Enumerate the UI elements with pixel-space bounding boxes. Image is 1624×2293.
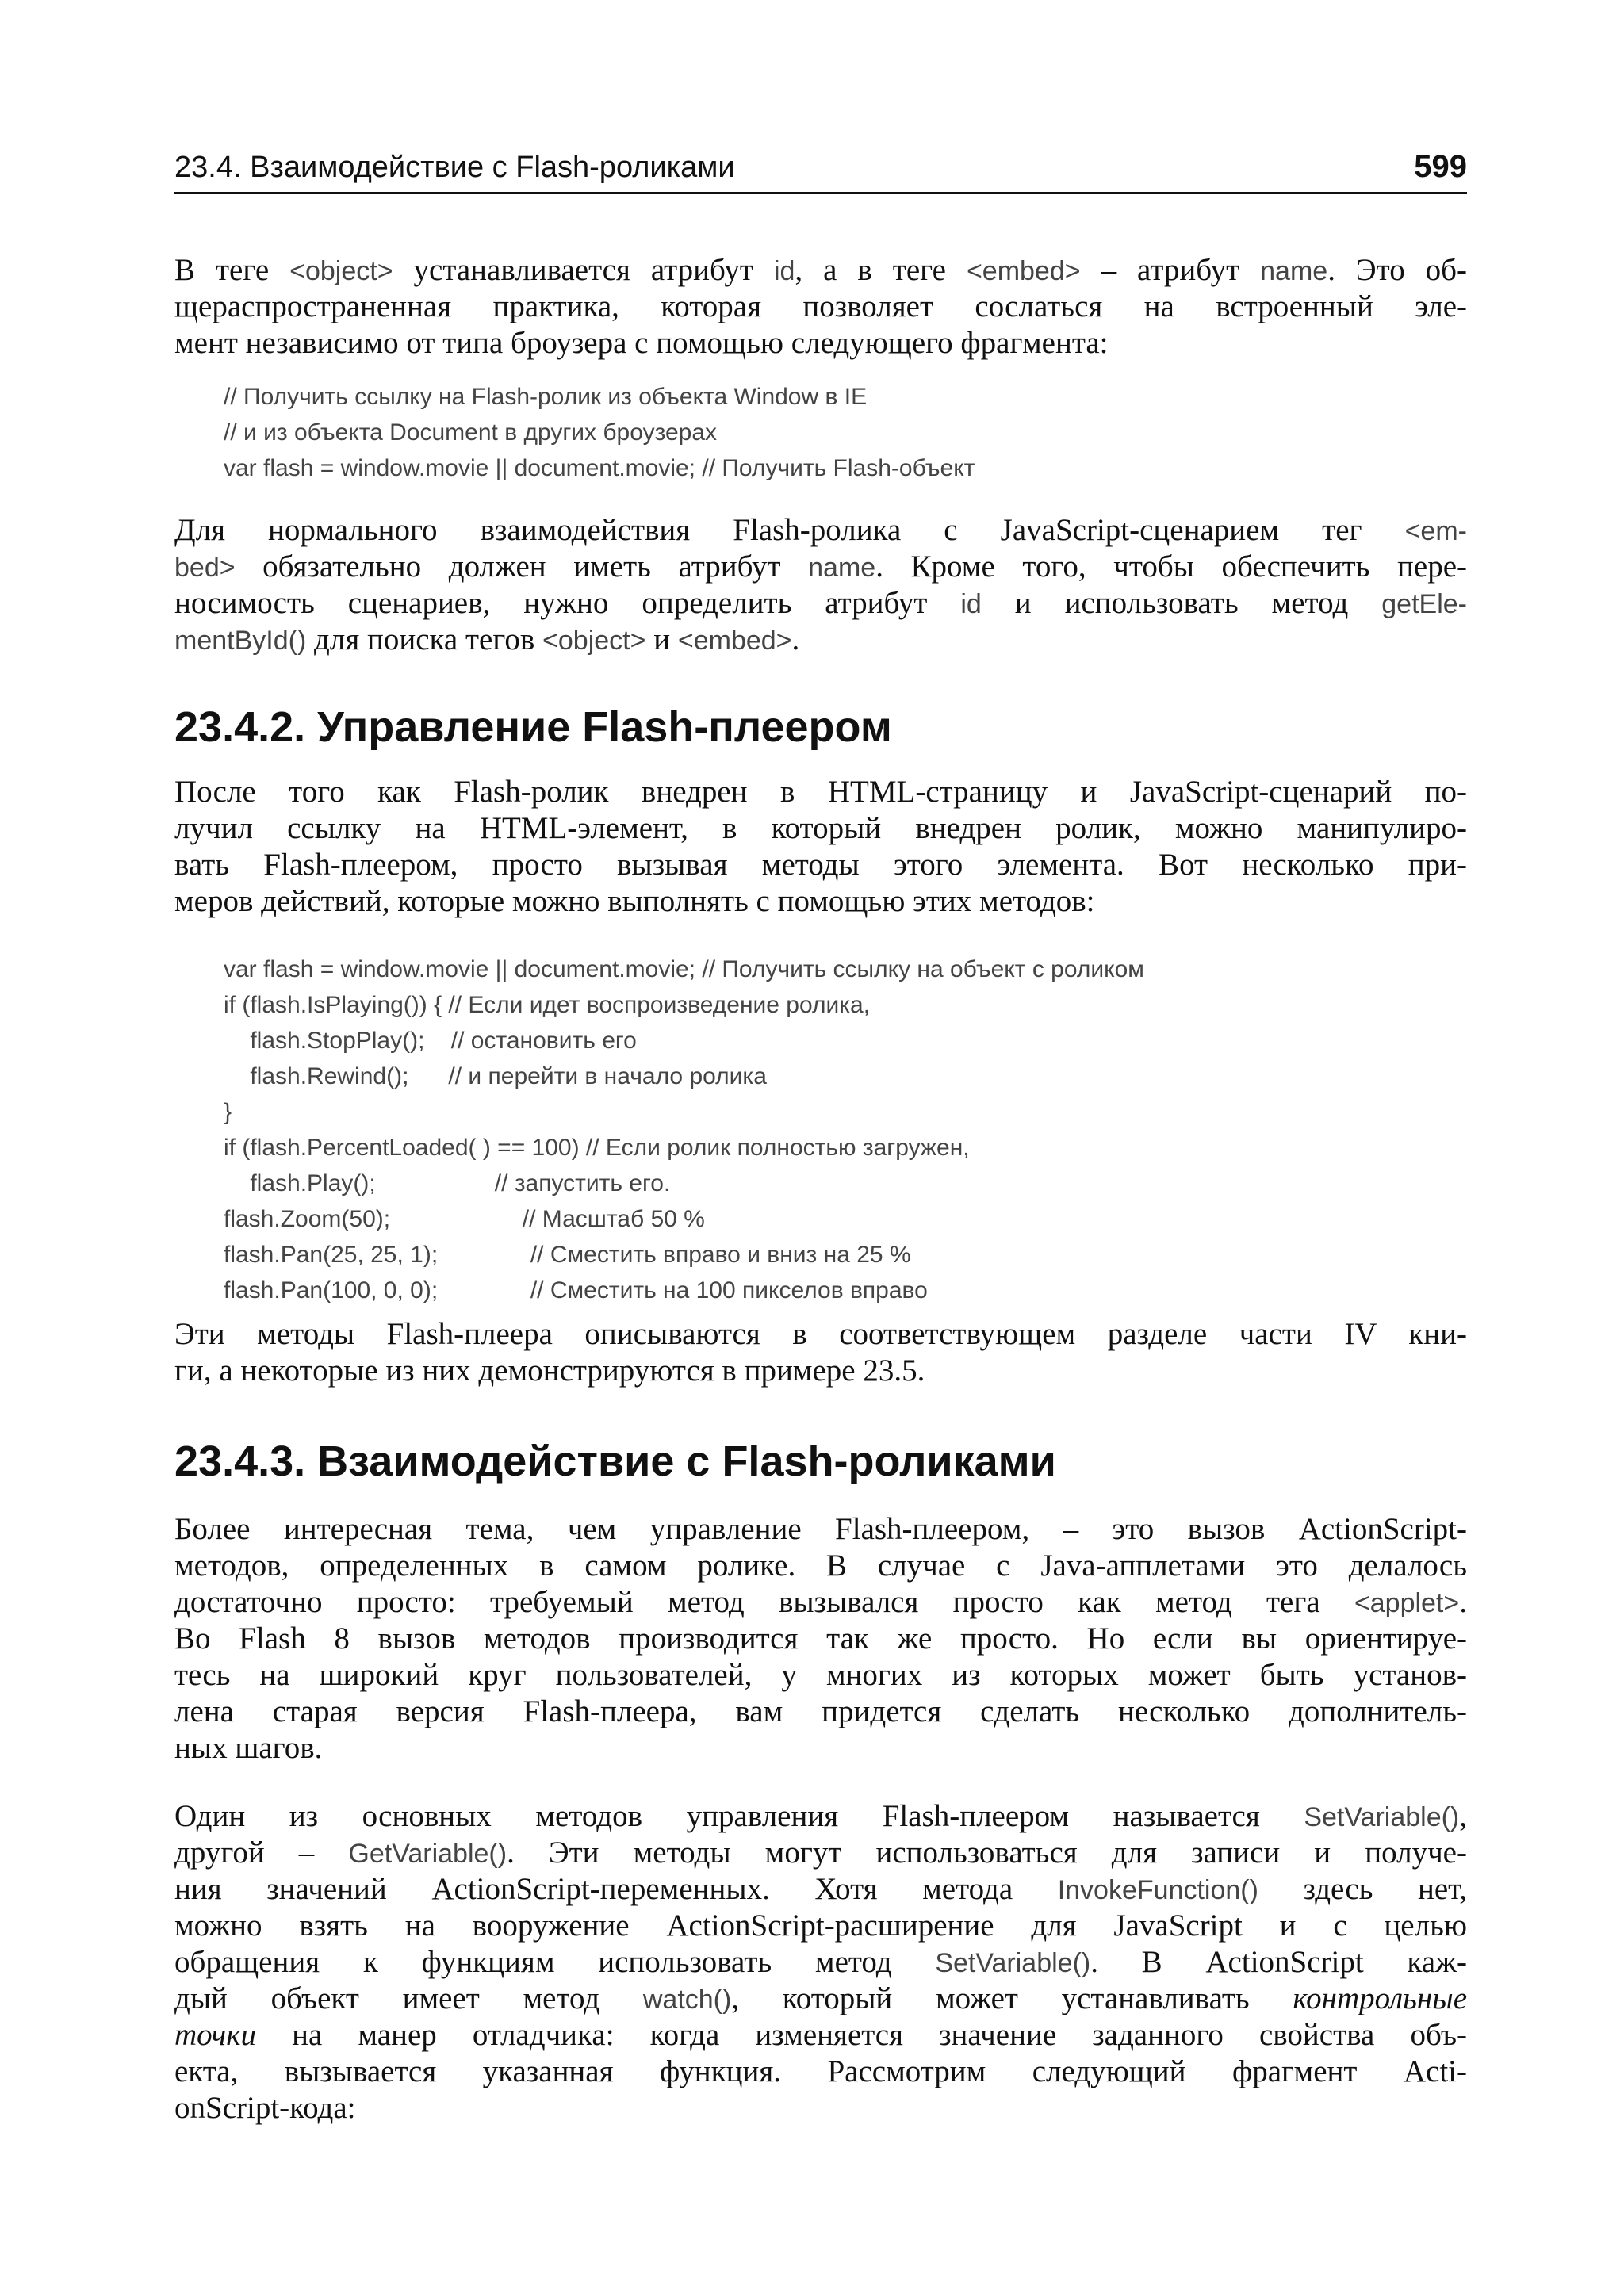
text-run: ния значений ActionScript-переменных. Хотя метода: [174, 1872, 1058, 1906]
code-line: flash.Zoom(50); // Масштаб 50 %: [224, 1206, 705, 1232]
text-run: мент независимо от типа броузера с помощью следующего фрагмента:: [174, 326, 1109, 360]
text-line: [174, 1316, 1467, 1353]
text-line: [174, 1730, 1467, 1767]
text-line: [174, 1621, 1467, 1657]
text-line: [174, 1944, 1467, 1981]
text-run: В теге: [174, 253, 290, 287]
text-line: [174, 2017, 1467, 2054]
code-line: if (flash.IsPlaying()) { // Если идет воспроизведение ролика,: [224, 992, 871, 1018]
code-line: // Получить ссылку на Flash-ролик из объекта Window в IE: [224, 384, 868, 410]
text-line: [174, 847, 1467, 883]
text-line: [174, 585, 1467, 622]
text-run: Во Flash 8 вызов методов производится так же просто. Но если вы ориентируе-: [174, 1621, 1467, 1656]
text-line: [174, 1511, 1467, 1548]
inline-code: mentById(): [174, 626, 307, 656]
code-line: flash.StopPlay(); // остановить его: [224, 1028, 637, 1054]
text-run: Один из основных методов управления Flash-плеером называется: [174, 1799, 1304, 1833]
inline-code: SetVariable(): [935, 1948, 1091, 1978]
text-run: . В ActionScript каж-: [1090, 1945, 1467, 1979]
text-run: onScript-кода:: [174, 2091, 356, 2125]
inline-code: <applet>: [1354, 1588, 1460, 1618]
page-number: 599: [1414, 149, 1467, 184]
code-listing: [224, 379, 1461, 486]
text-run: . Эти методы могут использоваться для записи и получе-: [507, 1836, 1467, 1870]
text-run: и: [645, 622, 678, 657]
text-run: здесь нет,: [1258, 1872, 1468, 1906]
text-run: , а в теге: [795, 253, 967, 287]
text-line: [174, 549, 1467, 585]
text-run: меров действий, которые можно выполнять с помощью этих методов:: [174, 884, 1095, 918]
text-line: [174, 2090, 1467, 2126]
text-run: . Это об-: [1327, 253, 1468, 287]
text-run: – атрибут: [1080, 253, 1261, 287]
text-run: екта, вызывается указанная функция. Рассмотрим следующий фрагмент Acti-: [174, 2054, 1467, 2088]
text-run: дый объект имеет метод: [174, 1981, 643, 2015]
inline-code: <object>: [289, 256, 393, 286]
text-run: ных шагов.: [174, 1731, 323, 1765]
paragraph: [174, 512, 1467, 658]
text-run: Более интересная тема, чем управление Flash-плеером, – это вызов ActionScript-: [174, 1512, 1467, 1546]
text-line: [174, 774, 1467, 810]
text-line: [174, 1798, 1467, 1835]
section-heading: 23.4.2. Управление Flash-плеером: [174, 703, 892, 751]
inline-code: id: [773, 256, 795, 286]
text-run: для поиска тегов: [306, 622, 543, 657]
text-line: [174, 1835, 1467, 1871]
text-line: [174, 252, 1467, 289]
text-line: [174, 2054, 1467, 2090]
text-run: обязательно должен иметь атрибут: [235, 549, 809, 584]
text-line: [174, 1871, 1467, 1908]
text-run: устанавливается атрибут: [393, 253, 774, 287]
text-run: и использовать метод: [981, 586, 1382, 620]
inline-code: getEle-: [1381, 589, 1467, 619]
text-run: другой –: [174, 1836, 349, 1870]
text-run: вать Flash-плеером, просто вызывая методы этого элемента. Вот несколько при-: [174, 848, 1467, 882]
code-line: flash.Pan(100, 0, 0); // Сместить на 100 пикселов вправо: [224, 1277, 928, 1303]
inline-code: bed>: [174, 553, 236, 583]
code-line: var flash = window.movie || document.movie; // Получить ссылку на объект с роликом: [224, 956, 1144, 982]
inline-code: <em-: [1404, 516, 1467, 546]
inline-code: <embed>: [677, 626, 792, 656]
text-line: [174, 622, 1467, 658]
text-run: лена старая версия Flash-плеера, вам придется сделать несколько дополнитель-: [174, 1694, 1467, 1728]
text-run: носимость сценариев, нужно определить атрибут: [174, 586, 961, 620]
text-run: обращения к функциям использовать метод: [174, 1945, 936, 1979]
inline-code: name: [1260, 256, 1328, 286]
text-run: . Кроме того, чтобы обеспечить пере-: [875, 549, 1467, 584]
text-line: [174, 1657, 1467, 1694]
text-line: [174, 810, 1467, 847]
code-listing: [224, 951, 1461, 1308]
code-line: }: [224, 1099, 232, 1125]
inline-code: GetVariable(): [348, 1839, 508, 1869]
code-line: var flash = window.movie || document.movie; // Получить Flash-объект: [224, 455, 975, 481]
italic-term: контрольные: [1293, 1981, 1467, 2015]
paragraph: [174, 1316, 1467, 1389]
code-line: flash.Pan(25, 25, 1); // Сместить вправо и вниз на 25 %: [224, 1242, 911, 1268]
text-run: Эти методы Flash-плеера описываются в соответствующем разделе части IV кни-: [174, 1317, 1467, 1351]
text-run: достаточно просто: требуемый метод вызывался просто как метод тега: [174, 1585, 1354, 1619]
text-run: , который может устанавливать: [731, 1981, 1293, 2015]
text-run: Для нормального взаимодействия Flash-ролика с JavaScript-сценарием тег: [174, 513, 1405, 547]
inline-code: <object>: [542, 626, 646, 656]
text-line: [174, 883, 1467, 920]
text-run: .: [1459, 1585, 1467, 1619]
text-run: тесь на широкий круг пользователей, у многих из которых может быть установ-: [174, 1658, 1467, 1692]
inline-code: <embed>: [966, 256, 1081, 286]
inline-code: name: [808, 553, 876, 583]
text-line: [174, 1981, 1467, 2017]
text-line: [174, 512, 1467, 549]
italic-term: точки: [174, 2018, 257, 2052]
code-line: flash.Rewind(); // и перейти в начало ролика: [224, 1063, 767, 1089]
text-run: на манер отладчика: когда изменяется значение заданного свойства объ-: [256, 2018, 1467, 2052]
inline-code: watch(): [642, 1985, 732, 2015]
code-line: if (flash.PercentLoaded( ) == 100) // Если ролик полностью загружен,: [224, 1135, 970, 1161]
paragraph: [174, 774, 1467, 920]
inline-code: SetVariable(): [1304, 1802, 1460, 1832]
text-line: [174, 1548, 1467, 1584]
text-line: [174, 289, 1467, 325]
code-line: flash.Play(); // запустить его.: [224, 1170, 671, 1196]
paragraph: [174, 1511, 1467, 1767]
running-header: [174, 149, 1467, 194]
text-line: [174, 1694, 1467, 1730]
inline-code: id: [960, 589, 982, 619]
text-line: [174, 1584, 1467, 1621]
text-run: .: [791, 622, 800, 657]
text-run: ,: [1459, 1799, 1467, 1833]
running-header-title: 23.4. Взаимодействие с Flash-роликами: [174, 151, 735, 184]
text-run: можно взять на вооружение ActionScript-расширение для JavaScript и с целью: [174, 1908, 1467, 1943]
text-run: лучил ссылку на HTML-элемент, в который внедрен ролик, можно манипулиро-: [174, 811, 1467, 845]
text-line: [174, 1908, 1467, 1944]
section-heading: 23.4.3. Взаимодействие с Flash-роликами: [174, 1437, 1056, 1485]
paragraph: [174, 1798, 1467, 2126]
text-line: [174, 325, 1467, 362]
inline-code: InvokeFunction(): [1057, 1875, 1258, 1905]
code-line: // и из объекта Document в других броузерах: [224, 419, 718, 446]
text-line: [174, 1353, 1467, 1389]
text-run: методов, определенных в самом ролике. В случае с Java-апплетами это делалось: [174, 1548, 1467, 1583]
text-run: После того как Flash-ролик внедрен в HTML-страницу и JavaScript-сценарий по-: [174, 775, 1467, 809]
text-run: ги, а некоторые из них демонстрируются в примере 23.5.: [174, 1353, 925, 1388]
paragraph: [174, 252, 1467, 362]
text-run: щераспространенная практика, которая позволяет сослаться на встроенный эле-: [174, 289, 1467, 323]
